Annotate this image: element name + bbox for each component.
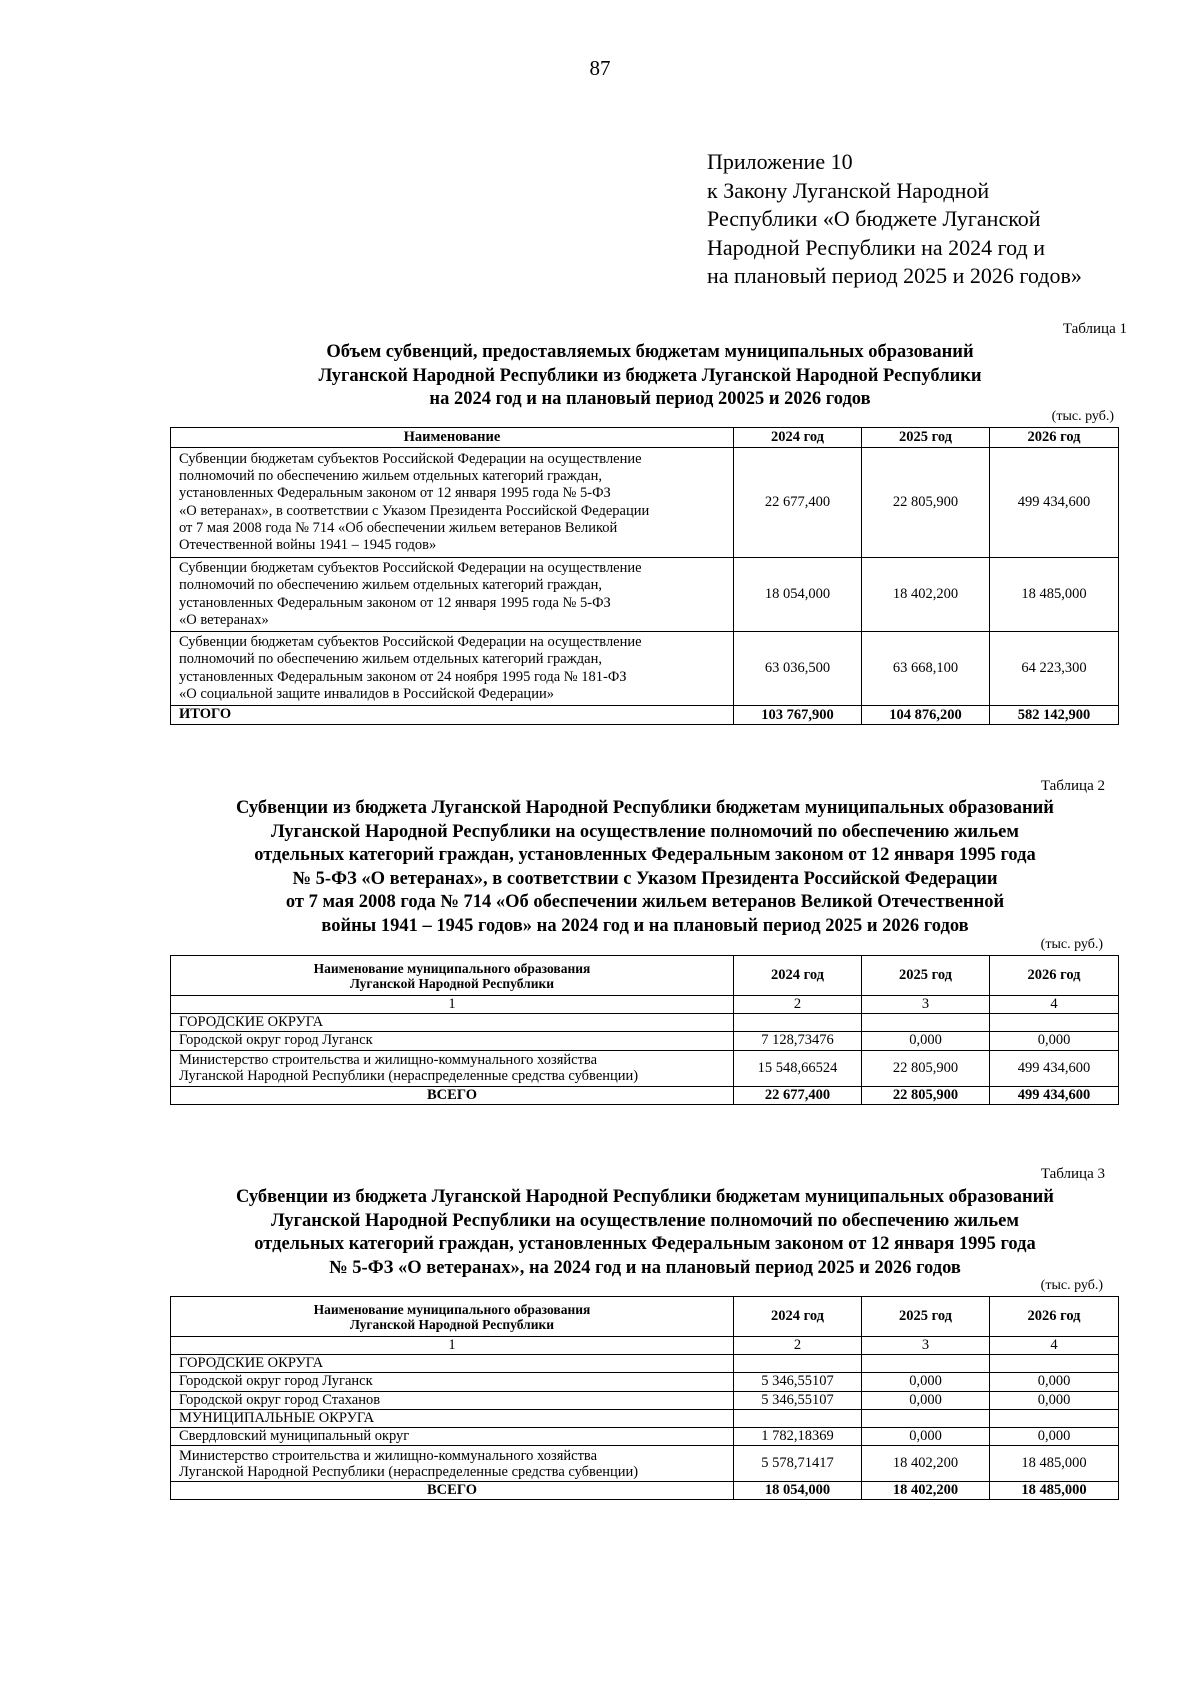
row-name — [171, 1446, 734, 1482]
row-name — [171, 632, 734, 706]
value-2024: 7 128,73476 — [734, 1032, 862, 1050]
title-line: Луганской Народной Республики на осуществление полномочий по обеспечению жильем — [271, 821, 1019, 842]
table-row — [171, 1446, 1119, 1482]
col-header-2025: 2025 год — [862, 956, 990, 996]
total-2024: 22 677,400 — [734, 1086, 862, 1104]
table2-label: Таблица 2 — [1040, 778, 1105, 794]
desc-line: Субвенции бюджетам субъектов Российской Федерации на осуществление — [179, 633, 642, 650]
row-name — [171, 558, 734, 632]
value-2024: 22 677,400 — [734, 448, 862, 558]
value-2025: 22 805,900 — [862, 1050, 990, 1086]
appendix-line: Республики «О бюджете Луганской — [707, 206, 1041, 231]
empty-cell — [862, 1409, 990, 1427]
table-row — [171, 1428, 1119, 1446]
desc-line: полномочий по обеспечению жильем отдельных категорий граждан, — [179, 467, 602, 484]
page-number: 87 — [589, 56, 611, 80]
table-row — [171, 1373, 1119, 1391]
desc-line: Отечественной войны 1941 – 1945 годов» — [179, 537, 437, 554]
total-label: ВСЕГО — [171, 1086, 734, 1104]
value-2026: 499 434,600 — [990, 1050, 1119, 1086]
row-name — [171, 1050, 734, 1086]
empty-cell — [990, 1355, 1119, 1373]
desc-line: Луганской Народной Республики (нераспределенные средства субвенции) — [179, 1463, 639, 1480]
col-number-row — [171, 1337, 1119, 1355]
section-label: ГОРОДСКИЕ ОКРУГА — [171, 1355, 734, 1373]
col-number-row — [171, 996, 1119, 1014]
title-line: Луганской Народной Республики из бюджета Луганской Народной Республики — [318, 365, 982, 386]
value-2026: 0,000 — [990, 1391, 1119, 1409]
section-label: ГОРОДСКИЕ ОКРУГА — [171, 1014, 734, 1032]
desc-line: Министерство строительства и жилищно-коммунального хозяйства — [179, 1447, 598, 1464]
desc-line: полномочий по обеспечению жильем отдельных категорий граждан, — [179, 651, 602, 668]
total-2024: 18 054,000 — [734, 1482, 862, 1500]
col-number: 1 — [171, 996, 734, 1014]
col-header-2026: 2026 год — [990, 956, 1119, 996]
empty-cell — [734, 1409, 862, 1427]
section-row — [171, 1409, 1119, 1427]
table2 — [170, 955, 1119, 1105]
header-line: Луганской Народной Республики — [349, 975, 555, 991]
desc-line: «О социальной защите инвалидов в Российской Федерации» — [179, 685, 554, 702]
value-2025: 0,000 — [862, 1373, 990, 1391]
col-header-name — [171, 956, 734, 996]
empty-cell — [990, 1409, 1119, 1427]
title-line: войны 1941 – 1945 годов» на 2024 год и на плановый период 2025 и 2026 годов — [321, 915, 969, 936]
empty-cell — [990, 1014, 1119, 1032]
total-2025: 22 805,900 — [862, 1086, 990, 1104]
table1-title — [160, 341, 1140, 412]
value-2024: 63 036,500 — [734, 632, 862, 706]
total-row — [171, 1086, 1119, 1104]
table2-title — [170, 797, 1120, 938]
desc-line: от 7 мая 2008 года № 714 «Об обеспечении жильем ветеранов Великой — [179, 519, 618, 536]
total-label: ВСЕГО — [171, 1482, 734, 1500]
total-row — [171, 706, 1119, 725]
title-line: на 2024 год и на плановый период 20025 и 2026 годов — [429, 389, 871, 409]
value-2025: 63 668,100 — [862, 632, 990, 706]
total-2025: 104 876,200 — [862, 706, 990, 725]
total-row — [171, 1482, 1119, 1500]
appendix-line: Приложение 10 — [707, 149, 853, 174]
table-row — [171, 448, 1119, 558]
appendix-line: Народной Республики на 2024 год и — [707, 234, 1045, 260]
header-line: Наименование муниципального образования — [313, 1301, 591, 1317]
col-number: 4 — [990, 996, 1119, 1014]
value-2024: 1 782,18369 — [734, 1428, 862, 1446]
title-line: от 7 мая 2008 года № 714 «Об обеспечении жильем ветеранов Великой Отечественной — [285, 892, 1005, 912]
table1 — [170, 427, 1119, 725]
row-name — [171, 448, 734, 558]
col-number: 3 — [862, 996, 990, 1014]
value-2026: 18 485,000 — [990, 558, 1119, 632]
title-line: отдельных категорий граждан, установленных Федеральным законом от 12 января 1995 года — [254, 1234, 1036, 1254]
value-2025: 18 402,200 — [862, 1446, 990, 1482]
empty-cell — [734, 1014, 862, 1032]
title-line: Субвенции из бюджета Луганской Народной Республики бюджетам муниципальных образований — [236, 798, 1054, 818]
value-2026: 499 434,600 — [990, 448, 1119, 558]
header-line: Луганской Народной Республики — [349, 1316, 555, 1332]
table3-unit: (тыс. руб.) — [1040, 1278, 1103, 1293]
title-line: Луганской Народной Республики на осуществление полномочий по обеспечению жильем — [271, 1210, 1019, 1231]
desc-line: «О ветеранах» — [179, 611, 269, 628]
header-line: Наименование муниципального образования — [313, 960, 591, 976]
value-2026: 18 485,000 — [990, 1446, 1119, 1482]
row-name: Городской округ город Луганск — [171, 1032, 734, 1050]
title-line: № 5-ФЗ «О ветеранах», на 2024 год и на плановый период 2025 и 2026 годов — [329, 1257, 961, 1278]
total-label: ИТОГО — [171, 706, 734, 725]
col-header-name — [171, 1297, 734, 1337]
section-label: МУНИЦИПАЛЬНЫЕ ОКРУГА — [171, 1409, 734, 1427]
empty-cell — [862, 1355, 990, 1373]
value-2025: 22 805,900 — [862, 448, 990, 558]
value-2026: 64 223,300 — [990, 632, 1119, 706]
desc-line: Субвенции бюджетам субъектов Российской Федерации на осуществление — [179, 559, 642, 576]
col-header-2025: 2025 год — [862, 1297, 990, 1337]
table-header-row — [171, 428, 1119, 448]
table-row — [171, 1391, 1119, 1409]
empty-cell — [734, 1355, 862, 1373]
title-line: Субвенции из бюджета Луганской Народной Республики бюджетам муниципальных образований — [236, 1187, 1054, 1207]
section-row — [171, 1014, 1119, 1032]
table-header-row — [171, 956, 1119, 996]
table-row — [171, 1032, 1119, 1050]
col-header-2024: 2024 год — [734, 956, 862, 996]
col-number: 1 — [171, 1337, 734, 1355]
value-2026: 0,000 — [990, 1428, 1119, 1446]
col-number: 2 — [734, 996, 862, 1014]
appendix-heading — [707, 148, 1167, 291]
table3-label: Таблица 3 — [1040, 1166, 1105, 1182]
appendix-line: на плановый период 2025 и 2026 годов» — [707, 263, 1082, 288]
desc-line: Министерство строительства и жилищно-коммунального хозяйства — [179, 1052, 598, 1069]
desc-line: Субвенции бюджетам субъектов Российской Федерации на осуществление — [179, 450, 642, 467]
table-row — [171, 558, 1119, 632]
title-line: Объем субвенций, предоставляемых бюджетам муниципальных образований — [326, 342, 974, 362]
table-row — [171, 632, 1119, 706]
table1-label: Таблица 1 — [1062, 321, 1127, 337]
col-header-2024: 2024 год — [734, 1297, 862, 1337]
table3-title — [170, 1186, 1120, 1280]
value-2024: 5 578,71417 — [734, 1446, 862, 1482]
table3 — [170, 1296, 1119, 1500]
value-2026: 0,000 — [990, 1373, 1119, 1391]
value-2024: 5 346,55107 — [734, 1373, 862, 1391]
row-name: Свердловский муниципальный округ — [171, 1428, 734, 1446]
value-2024: 15 548,66524 — [734, 1050, 862, 1086]
total-2026: 18 485,000 — [990, 1482, 1119, 1500]
row-name: Городской округ город Стаханов — [171, 1391, 734, 1409]
total-2026: 499 434,600 — [990, 1086, 1119, 1104]
desc-line: Луганской Народной Республики (нераспределенные средства субвенции) — [179, 1068, 639, 1085]
col-header-2024: 2024 год — [734, 428, 862, 448]
value-2024: 5 346,55107 — [734, 1391, 862, 1409]
col-number: 3 — [862, 1337, 990, 1355]
empty-cell — [862, 1014, 990, 1032]
total-2026: 582 142,900 — [990, 706, 1119, 725]
table1-unit: (тыс. руб.) — [1051, 409, 1114, 424]
col-number: 4 — [990, 1337, 1119, 1355]
row-name: Городской округ город Луганск — [171, 1373, 734, 1391]
desc-line: установленных Федеральным законом от 24 ноября 1995 года № 181-ФЗ — [179, 668, 627, 685]
appendix-line: к Закону Луганской Народной — [707, 177, 990, 203]
value-2024: 18 054,000 — [734, 558, 862, 632]
value-2025: 0,000 — [862, 1391, 990, 1409]
total-2024: 103 767,900 — [734, 706, 862, 725]
value-2026: 0,000 — [990, 1032, 1119, 1050]
value-2025: 0,000 — [862, 1032, 990, 1050]
table-header-row — [171, 1297, 1119, 1337]
col-header-2026: 2026 год — [990, 428, 1119, 448]
section-row — [171, 1355, 1119, 1373]
desc-line: «О ветеранах», в соответствии с Указом Президента Российской Федерации — [179, 502, 650, 519]
table2-unit: (тыс. руб.) — [1040, 937, 1103, 952]
table-row — [171, 1050, 1119, 1086]
title-line: отдельных категорий граждан, установленных Федеральным законом от 12 января 1995 года — [254, 845, 1036, 865]
desc-line: полномочий по обеспечению жильем отдельных категорий граждан, — [179, 577, 602, 594]
desc-line: установленных Федеральным законом от 12 января 1995 года № 5-ФЗ — [179, 594, 611, 611]
col-header-2025: 2025 год — [862, 428, 990, 448]
title-line: № 5-ФЗ «О ветеранах», в соответствии с Указом Президента Российской Федерации — [292, 868, 998, 889]
desc-line: установленных Федеральным законом от 12 января 1995 года № 5-ФЗ — [179, 485, 611, 502]
col-header-2026: 2026 год — [990, 1297, 1119, 1337]
value-2025: 0,000 — [862, 1428, 990, 1446]
col-header-name: Наименование — [171, 428, 734, 448]
value-2025: 18 402,200 — [862, 558, 990, 632]
total-2025: 18 402,200 — [862, 1482, 990, 1500]
col-number: 2 — [734, 1337, 862, 1355]
